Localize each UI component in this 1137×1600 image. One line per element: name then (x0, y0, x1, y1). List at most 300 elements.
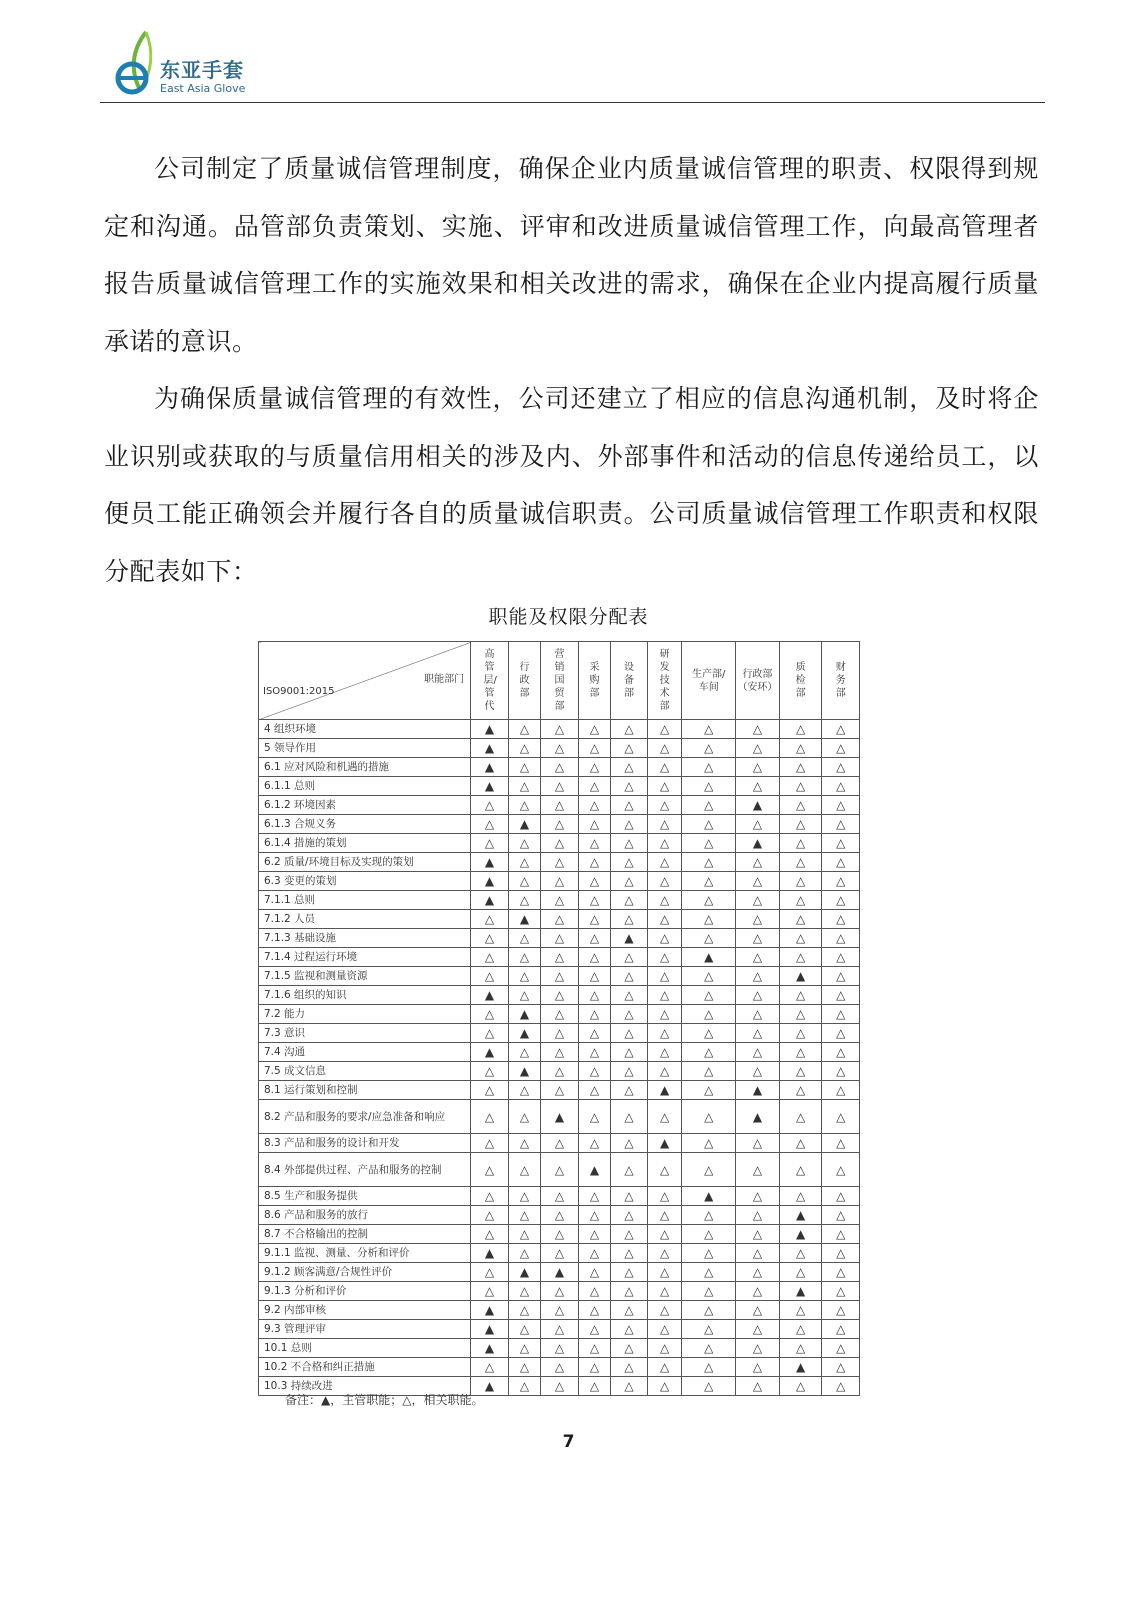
dept-header (578, 642, 610, 720)
related-mark-cell: △ (736, 1339, 780, 1358)
related-mark-cell: △ (611, 739, 648, 758)
clause-cell: 10.3 持续改进 (259, 1377, 471, 1396)
related-mark-cell: △ (822, 758, 860, 777)
primary-mark-cell: ▲ (736, 796, 780, 815)
related-mark-cell: △ (647, 1062, 682, 1081)
primary-mark-cell: ▲ (736, 1100, 780, 1134)
related-mark-cell: △ (682, 986, 736, 1005)
related-mark-cell: △ (541, 1320, 579, 1339)
related-mark-cell: △ (541, 720, 579, 739)
related-mark-cell: △ (822, 777, 860, 796)
related-mark-cell: △ (779, 1244, 822, 1263)
related-mark-cell: △ (736, 1043, 780, 1062)
related-mark-cell: △ (647, 1043, 682, 1062)
table-row (259, 1358, 860, 1377)
related-mark-cell: △ (578, 720, 610, 739)
related-mark-cell: △ (736, 1320, 780, 1339)
related-mark-cell: △ (578, 1320, 610, 1339)
related-mark-cell: △ (508, 796, 540, 815)
related-mark-cell: △ (541, 1282, 579, 1301)
related-mark-cell: △ (541, 1153, 579, 1187)
related-mark-cell: △ (611, 967, 648, 986)
corner-label-standard: ISO9001:2015 (263, 686, 335, 697)
related-mark-cell: △ (471, 1024, 509, 1043)
related-mark-cell: △ (647, 1244, 682, 1263)
related-mark-cell: △ (611, 1282, 648, 1301)
related-mark-cell: △ (822, 796, 860, 815)
clause-cell: 7.1.4 过程运行环境 (259, 948, 471, 967)
related-mark-cell: △ (779, 1153, 822, 1187)
related-mark-cell: △ (779, 796, 822, 815)
table-row (259, 1206, 860, 1225)
related-mark-cell: △ (541, 1024, 579, 1043)
primary-mark-cell: ▲ (779, 1282, 822, 1301)
related-mark-cell: △ (779, 758, 822, 777)
related-mark-cell: △ (822, 1081, 860, 1100)
related-mark-cell: △ (611, 872, 648, 891)
primary-mark-cell: ▲ (541, 1263, 579, 1282)
related-mark-cell: △ (578, 1062, 610, 1081)
dept-header (508, 642, 540, 720)
related-mark-cell: △ (611, 796, 648, 815)
table-row (259, 1282, 860, 1301)
related-mark-cell: △ (682, 1153, 736, 1187)
table-row (259, 758, 860, 777)
related-mark-cell: △ (578, 739, 610, 758)
related-mark-cell: △ (736, 1358, 780, 1377)
related-mark-cell: △ (736, 1187, 780, 1206)
related-mark-cell: △ (578, 1225, 610, 1244)
related-mark-cell: △ (611, 891, 648, 910)
related-mark-cell: △ (647, 1005, 682, 1024)
related-mark-cell: △ (682, 1225, 736, 1244)
related-mark-cell: △ (822, 739, 860, 758)
related-mark-cell: △ (822, 891, 860, 910)
related-mark-cell: △ (508, 739, 540, 758)
table-row (259, 1100, 860, 1134)
related-mark-cell: △ (541, 967, 579, 986)
related-mark-cell: △ (578, 1244, 610, 1263)
related-mark-cell: △ (647, 948, 682, 967)
table-row (259, 1263, 860, 1282)
related-mark-cell: △ (541, 891, 579, 910)
related-mark-cell: △ (647, 1206, 682, 1225)
primary-mark-cell: ▲ (508, 1062, 540, 1081)
dept-label: 行政部（安环） (737, 668, 778, 693)
dept-label: 营销国贸部 (554, 649, 565, 712)
related-mark-cell: △ (822, 1187, 860, 1206)
related-mark-cell: △ (471, 1225, 509, 1244)
related-mark-cell: △ (611, 1225, 648, 1244)
related-mark-cell: △ (508, 1320, 540, 1339)
related-mark-cell: △ (611, 1301, 648, 1320)
related-mark-cell: △ (779, 1081, 822, 1100)
related-mark-cell: △ (682, 1339, 736, 1358)
related-mark-cell: △ (611, 1134, 648, 1153)
related-mark-cell: △ (541, 910, 579, 929)
primary-mark-cell: ▲ (779, 967, 822, 986)
related-mark-cell: △ (822, 929, 860, 948)
related-mark-cell: △ (647, 967, 682, 986)
related-mark-cell: △ (682, 1301, 736, 1320)
related-mark-cell: △ (647, 777, 682, 796)
primary-mark-cell: ▲ (508, 1263, 540, 1282)
clause-cell: 8.2 产品和服务的要求/应急准备和响应 (259, 1100, 471, 1134)
related-mark-cell: △ (779, 891, 822, 910)
related-mark-cell: △ (822, 1320, 860, 1339)
related-mark-cell: △ (647, 1263, 682, 1282)
related-mark-cell: △ (736, 1005, 780, 1024)
related-mark-cell: △ (736, 1244, 780, 1263)
related-mark-cell: △ (779, 777, 822, 796)
related-mark-cell: △ (647, 758, 682, 777)
related-mark-cell: △ (471, 948, 509, 967)
table-row (259, 872, 860, 891)
related-mark-cell: △ (471, 1358, 509, 1377)
primary-mark-cell: ▲ (471, 758, 509, 777)
related-mark-cell: △ (822, 1301, 860, 1320)
related-mark-cell: △ (611, 1062, 648, 1081)
table-row (259, 986, 860, 1005)
related-mark-cell: △ (508, 1244, 540, 1263)
clause-cell: 7.3 意识 (259, 1024, 471, 1043)
related-mark-cell: △ (736, 720, 780, 739)
table-row (259, 720, 860, 739)
related-mark-cell: △ (822, 1153, 860, 1187)
related-mark-cell: △ (779, 948, 822, 967)
primary-mark-cell: ▲ (471, 777, 509, 796)
related-mark-cell: △ (647, 1100, 682, 1134)
related-mark-cell: △ (682, 1081, 736, 1100)
related-mark-cell: △ (822, 1024, 860, 1043)
related-mark-cell: △ (779, 1187, 822, 1206)
related-mark-cell: △ (541, 1081, 579, 1100)
related-mark-cell: △ (736, 1282, 780, 1301)
related-mark-cell: △ (578, 1339, 610, 1358)
primary-mark-cell: ▲ (471, 872, 509, 891)
related-mark-cell: △ (508, 1206, 540, 1225)
related-mark-cell: △ (541, 1187, 579, 1206)
primary-mark-cell: ▲ (508, 910, 540, 929)
primary-mark-cell: ▲ (471, 1244, 509, 1263)
related-mark-cell: △ (578, 967, 610, 986)
primary-mark-cell: ▲ (471, 891, 509, 910)
dept-label: 高管层/管代 (483, 649, 497, 712)
related-mark-cell: △ (647, 1282, 682, 1301)
related-mark-cell: △ (822, 1263, 860, 1282)
clause-cell: 6.3 变更的策划 (259, 872, 471, 891)
related-mark-cell: △ (682, 967, 736, 986)
related-mark-cell: △ (736, 929, 780, 948)
related-mark-cell: △ (611, 1339, 648, 1358)
related-mark-cell: △ (578, 1206, 610, 1225)
related-mark-cell: △ (578, 910, 610, 929)
primary-mark-cell: ▲ (471, 739, 509, 758)
related-mark-cell: △ (822, 986, 860, 1005)
related-mark-cell: △ (541, 1358, 579, 1377)
related-mark-cell: △ (682, 1263, 736, 1282)
clause-cell: 8.7 不合格输出的控制 (259, 1225, 471, 1244)
dept-label: 生产部/车间 (692, 668, 726, 693)
related-mark-cell: △ (682, 929, 736, 948)
related-mark-cell: △ (736, 1377, 780, 1396)
related-mark-cell: △ (736, 986, 780, 1005)
table-note: 备注：▲，主管职能；△，相关职能。 (285, 1393, 484, 1407)
related-mark-cell: △ (779, 720, 822, 739)
related-mark-cell: △ (647, 720, 682, 739)
related-mark-cell: △ (611, 1263, 648, 1282)
primary-mark-cell: ▲ (647, 1134, 682, 1153)
related-mark-cell: △ (682, 1377, 736, 1396)
related-mark-cell: △ (508, 1081, 540, 1100)
header-divider (100, 102, 1045, 103)
related-mark-cell: △ (647, 796, 682, 815)
related-mark-cell: △ (471, 815, 509, 834)
related-mark-cell: △ (611, 1244, 648, 1263)
related-mark-cell: △ (611, 1320, 648, 1339)
table-row (259, 1005, 860, 1024)
related-mark-cell: △ (541, 1301, 579, 1320)
related-mark-cell: △ (578, 758, 610, 777)
related-mark-cell: △ (541, 796, 579, 815)
related-mark-cell: △ (611, 1081, 648, 1100)
table-row (259, 967, 860, 986)
primary-mark-cell: ▲ (779, 1225, 822, 1244)
related-mark-cell: △ (541, 1062, 579, 1081)
related-mark-cell: △ (471, 967, 509, 986)
related-mark-cell: △ (682, 1244, 736, 1263)
clause-cell: 9.1.3 分析和评价 (259, 1282, 471, 1301)
related-mark-cell: △ (541, 1244, 579, 1263)
primary-mark-cell: ▲ (471, 720, 509, 739)
related-mark-cell: △ (508, 1339, 540, 1358)
related-mark-cell: △ (736, 815, 780, 834)
related-mark-cell: △ (647, 1320, 682, 1339)
related-mark-cell: △ (578, 986, 610, 1005)
responsibility-matrix (258, 641, 860, 1396)
primary-mark-cell: ▲ (736, 1081, 780, 1100)
clause-cell: 7.1.1 总则 (259, 891, 471, 910)
related-mark-cell: △ (647, 891, 682, 910)
related-mark-cell: △ (822, 910, 860, 929)
related-mark-cell: △ (611, 758, 648, 777)
clause-cell: 9.2 内部审核 (259, 1301, 471, 1320)
related-mark-cell: △ (736, 777, 780, 796)
related-mark-cell: △ (508, 986, 540, 1005)
primary-mark-cell: ▲ (508, 1005, 540, 1024)
corner-header (259, 642, 471, 720)
dept-label: 行政部 (519, 662, 530, 699)
dept-header (779, 642, 822, 720)
related-mark-cell: △ (508, 1301, 540, 1320)
related-mark-cell: △ (682, 1282, 736, 1301)
related-mark-cell: △ (541, 948, 579, 967)
related-mark-cell: △ (682, 739, 736, 758)
related-mark-cell: △ (682, 1100, 736, 1134)
related-mark-cell: △ (611, 834, 648, 853)
related-mark-cell: △ (647, 910, 682, 929)
related-mark-cell: △ (611, 910, 648, 929)
related-mark-cell: △ (736, 1062, 780, 1081)
related-mark-cell: △ (682, 872, 736, 891)
related-mark-cell: △ (682, 720, 736, 739)
clause-cell: 7.4 沟通 (259, 1043, 471, 1062)
related-mark-cell: △ (779, 1134, 822, 1153)
related-mark-cell: △ (541, 986, 579, 1005)
primary-mark-cell: ▲ (682, 1187, 736, 1206)
related-mark-cell: △ (647, 1377, 682, 1396)
related-mark-cell: △ (779, 872, 822, 891)
related-mark-cell: △ (822, 872, 860, 891)
related-mark-cell: △ (611, 815, 648, 834)
related-mark-cell: △ (736, 910, 780, 929)
related-mark-cell: △ (736, 1263, 780, 1282)
related-mark-cell: △ (822, 1244, 860, 1263)
related-mark-cell: △ (682, 796, 736, 815)
related-mark-cell: △ (578, 853, 610, 872)
related-mark-cell: △ (471, 1134, 509, 1153)
related-mark-cell: △ (736, 739, 780, 758)
primary-mark-cell: ▲ (471, 1339, 509, 1358)
related-mark-cell: △ (508, 1153, 540, 1187)
related-mark-cell: △ (541, 777, 579, 796)
related-mark-cell: △ (736, 967, 780, 986)
related-mark-cell: △ (508, 1377, 540, 1396)
related-mark-cell: △ (541, 1043, 579, 1062)
related-mark-cell: △ (779, 834, 822, 853)
related-mark-cell: △ (508, 929, 540, 948)
related-mark-cell: △ (682, 1206, 736, 1225)
related-mark-cell: △ (682, 1134, 736, 1153)
clause-cell: 7.1.5 监视和测量资源 (259, 967, 471, 986)
related-mark-cell: △ (541, 834, 579, 853)
clause-cell: 6.1.4 措施的策划 (259, 834, 471, 853)
related-mark-cell: △ (471, 1081, 509, 1100)
related-mark-cell: △ (578, 1005, 610, 1024)
primary-mark-cell: ▲ (471, 1377, 509, 1396)
related-mark-cell: △ (541, 758, 579, 777)
clause-cell: 5 领导作用 (259, 739, 471, 758)
related-mark-cell: △ (611, 1005, 648, 1024)
related-mark-cell: △ (578, 1301, 610, 1320)
table-row (259, 815, 860, 834)
clause-cell: 6.1 应对风险和机遇的措施 (259, 758, 471, 777)
related-mark-cell: △ (541, 1339, 579, 1358)
related-mark-cell: △ (779, 1005, 822, 1024)
dept-header (647, 642, 682, 720)
clause-cell: 8.6 产品和服务的放行 (259, 1206, 471, 1225)
clause-cell: 8.3 产品和服务的设计和开发 (259, 1134, 471, 1153)
table-row (259, 1244, 860, 1263)
table-row (259, 1024, 860, 1043)
related-mark-cell: △ (682, 853, 736, 872)
related-mark-cell: △ (779, 1062, 822, 1081)
related-mark-cell: △ (822, 948, 860, 967)
related-mark-cell: △ (779, 1339, 822, 1358)
related-mark-cell: △ (508, 1187, 540, 1206)
related-mark-cell: △ (611, 720, 648, 739)
related-mark-cell: △ (822, 1358, 860, 1377)
related-mark-cell: △ (541, 872, 579, 891)
related-mark-cell: △ (647, 929, 682, 948)
primary-mark-cell: ▲ (471, 1301, 509, 1320)
related-mark-cell: △ (736, 948, 780, 967)
primary-mark-cell: ▲ (471, 1043, 509, 1062)
table-row (259, 834, 860, 853)
related-mark-cell: △ (471, 1153, 509, 1187)
dept-header (822, 642, 860, 720)
related-mark-cell: △ (578, 796, 610, 815)
table-row (259, 1043, 860, 1062)
related-mark-cell: △ (822, 1339, 860, 1358)
related-mark-cell: △ (471, 1263, 509, 1282)
related-mark-cell: △ (611, 1100, 648, 1134)
related-mark-cell: △ (578, 948, 610, 967)
related-mark-cell: △ (471, 929, 509, 948)
related-mark-cell: △ (779, 853, 822, 872)
related-mark-cell: △ (647, 986, 682, 1005)
related-mark-cell: △ (682, 1358, 736, 1377)
related-mark-cell: △ (736, 1206, 780, 1225)
related-mark-cell: △ (647, 815, 682, 834)
related-mark-cell: △ (647, 1187, 682, 1206)
related-mark-cell: △ (578, 872, 610, 891)
related-mark-cell: △ (647, 1301, 682, 1320)
related-mark-cell: △ (508, 777, 540, 796)
related-mark-cell: △ (471, 1187, 509, 1206)
table-row (259, 910, 860, 929)
related-mark-cell: △ (647, 1153, 682, 1187)
table-row (259, 1153, 860, 1187)
related-mark-cell: △ (611, 1377, 648, 1396)
related-mark-cell: △ (779, 910, 822, 929)
clause-cell: 7.2 能力 (259, 1005, 471, 1024)
clause-cell: 10.1 总则 (259, 1339, 471, 1358)
dept-label: 研发技术部 (659, 649, 670, 712)
related-mark-cell: △ (541, 1377, 579, 1396)
clause-cell: 8.1 运行策划和控制 (259, 1081, 471, 1100)
related-mark-cell: △ (471, 1100, 509, 1134)
related-mark-cell: △ (822, 834, 860, 853)
related-mark-cell: △ (541, 1206, 579, 1225)
related-mark-cell: △ (779, 929, 822, 948)
related-mark-cell: △ (682, 815, 736, 834)
related-mark-cell: △ (578, 1081, 610, 1100)
dept-header (736, 642, 780, 720)
related-mark-cell: △ (508, 1043, 540, 1062)
related-mark-cell: △ (578, 1187, 610, 1206)
related-mark-cell: △ (508, 948, 540, 967)
related-mark-cell: △ (682, 1024, 736, 1043)
primary-mark-cell: ▲ (508, 815, 540, 834)
table-row (259, 1225, 860, 1244)
related-mark-cell: △ (611, 1043, 648, 1062)
table-row (259, 796, 860, 815)
clause-cell: 7.1.2 人员 (259, 910, 471, 929)
clause-cell: 7.1.3 基础设施 (259, 929, 471, 948)
table-row (259, 853, 860, 872)
primary-mark-cell: ▲ (779, 1206, 822, 1225)
related-mark-cell: △ (578, 1100, 610, 1134)
related-mark-cell: △ (647, 853, 682, 872)
related-mark-cell: △ (822, 1043, 860, 1062)
table-row (259, 1081, 860, 1100)
related-mark-cell: △ (611, 948, 648, 967)
related-mark-cell: △ (508, 1134, 540, 1153)
primary-mark-cell: ▲ (779, 1358, 822, 1377)
related-mark-cell: △ (541, 739, 579, 758)
related-mark-cell: △ (736, 1134, 780, 1153)
